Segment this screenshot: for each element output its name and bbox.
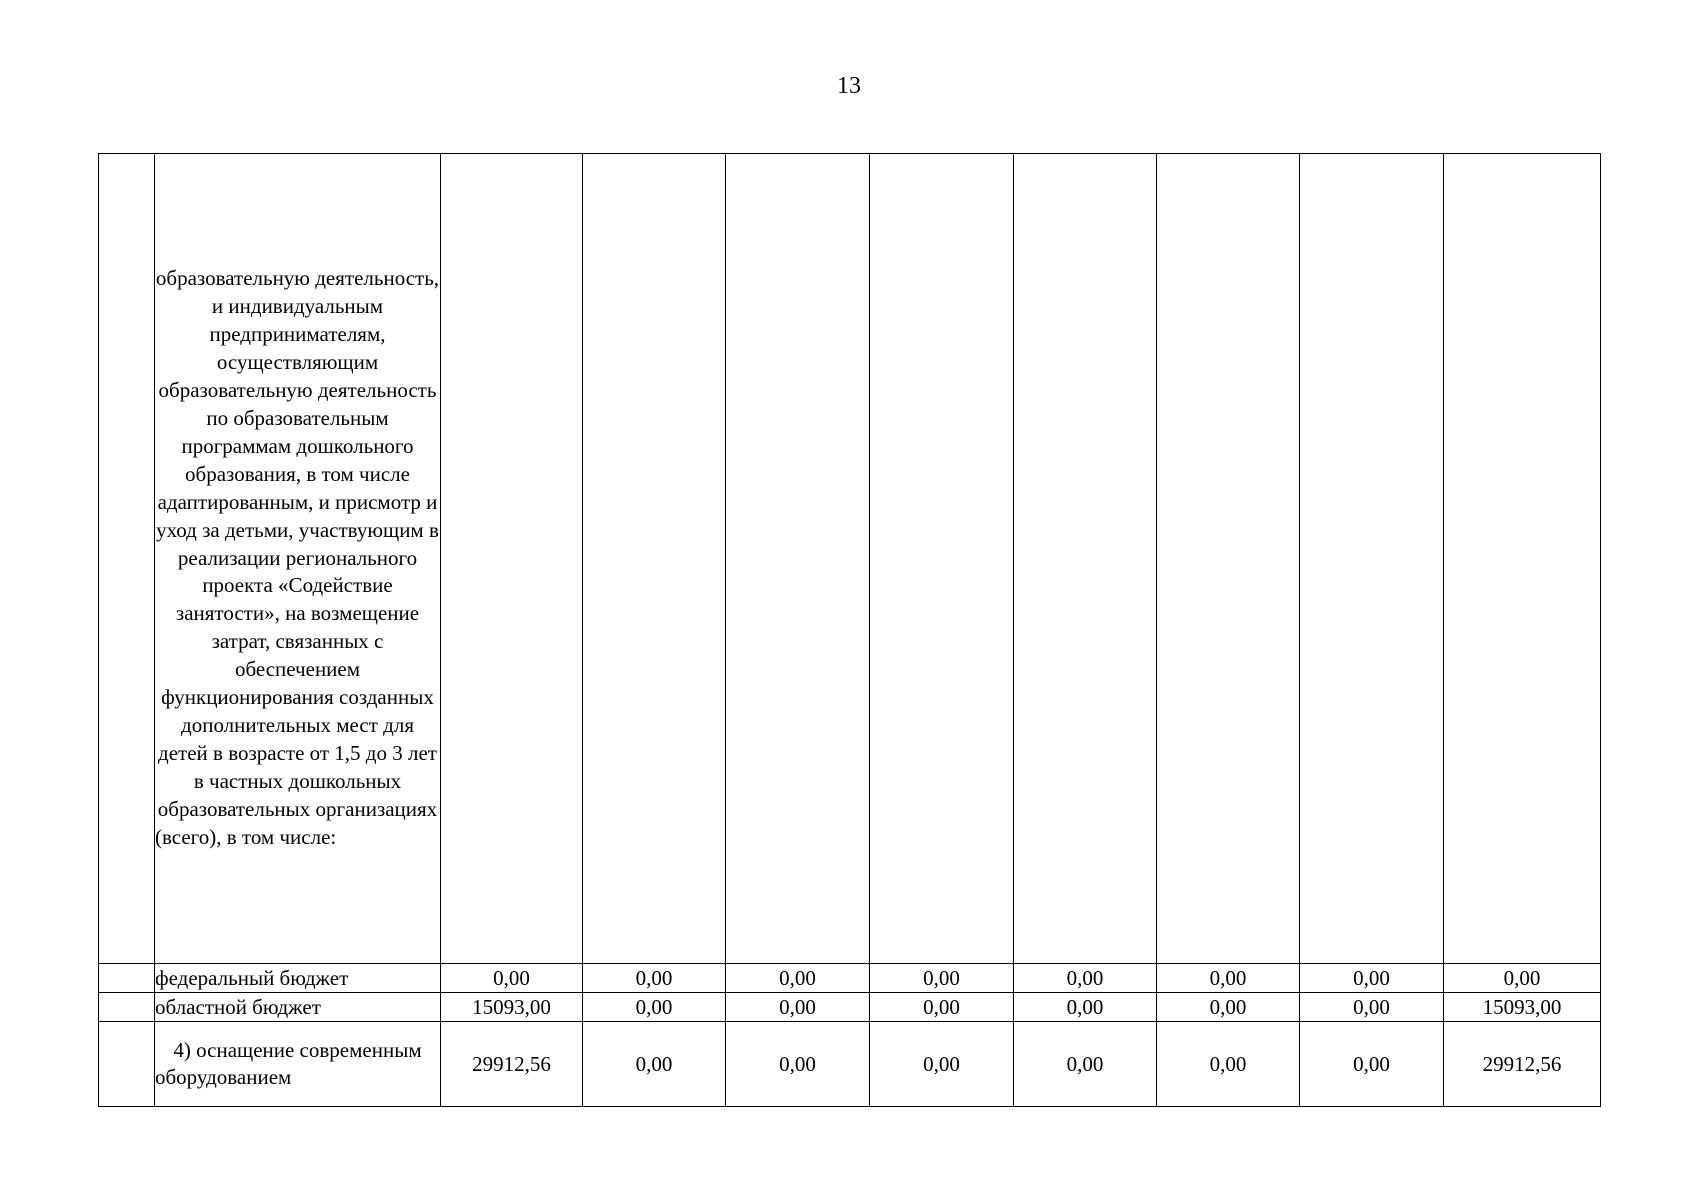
value-cell: 0,00 xyxy=(726,964,870,993)
value-cell: 0,00 xyxy=(726,1022,870,1107)
value-cell: 0,00 xyxy=(1300,1022,1444,1107)
row-name-cell: образовательную деятельность, и индивидуальным предпринимателям, осуществляющим образовательную деятельность по образовательным программам дошкольного образования, в том числе адаптированным, и присмотр и уход за детьми, участвующим в реализации регионального проекта «Содействие занятости», на возмещение затрат, связанных с обеспечением функционирования созданных дополнительных мест для детей в возрасте от 1,5 до 3 лет в частных дошкольных образовательных организациях (всего), в том числе: xyxy=(155,154,441,964)
value-cell: 0,00 xyxy=(726,993,870,1022)
value-cell: 0,00 xyxy=(1157,964,1300,993)
value-cell: 15093,00 xyxy=(1444,993,1601,1022)
value-cell: 0,00 xyxy=(1014,993,1157,1022)
value-cell: 0,00 xyxy=(870,1022,1014,1107)
value-cell: 29912,56 xyxy=(1444,1022,1601,1107)
value-cell xyxy=(1014,154,1157,964)
value-cell: 0,00 xyxy=(1014,964,1157,993)
value-cell xyxy=(441,154,583,964)
value-cell xyxy=(1444,154,1601,964)
row-index-cell xyxy=(99,1022,155,1107)
value-cell: 0,00 xyxy=(583,964,726,993)
row-name-cell: 4) оснащение современным оборудованием xyxy=(155,1022,441,1107)
value-cell xyxy=(870,154,1014,964)
value-cell: 0,00 xyxy=(583,993,726,1022)
row-name-cell: федеральный бюджет xyxy=(155,964,441,993)
row-index-cell xyxy=(99,964,155,993)
budget-table xyxy=(98,153,1601,1107)
value-cell: 0,00 xyxy=(1014,1022,1157,1107)
value-cell: 0,00 xyxy=(1300,964,1444,993)
row-index-cell xyxy=(99,993,155,1022)
row-index-cell xyxy=(99,154,155,964)
value-cell: 29912,56 xyxy=(441,1022,583,1107)
table-row xyxy=(99,154,1601,964)
value-cell: 0,00 xyxy=(1300,993,1444,1022)
table-row xyxy=(99,993,1601,1022)
value-cell: 0,00 xyxy=(870,964,1014,993)
value-cell: 15093,00 xyxy=(441,993,583,1022)
value-cell: 0,00 xyxy=(1444,964,1601,993)
value-cell: 0,00 xyxy=(441,964,583,993)
row-name-cell: областной бюджет xyxy=(155,993,441,1022)
value-cell: 0,00 xyxy=(583,1022,726,1107)
value-cell xyxy=(1157,154,1300,964)
value-cell xyxy=(583,154,726,964)
value-cell: 0,00 xyxy=(1157,1022,1300,1107)
value-cell xyxy=(1300,154,1444,964)
value-cell: 0,00 xyxy=(1157,993,1300,1022)
value-cell: 0,00 xyxy=(870,993,1014,1022)
page-number: 13 xyxy=(837,73,861,99)
table-row xyxy=(99,964,1601,993)
value-cell xyxy=(726,154,870,964)
table-row xyxy=(99,1022,1601,1107)
